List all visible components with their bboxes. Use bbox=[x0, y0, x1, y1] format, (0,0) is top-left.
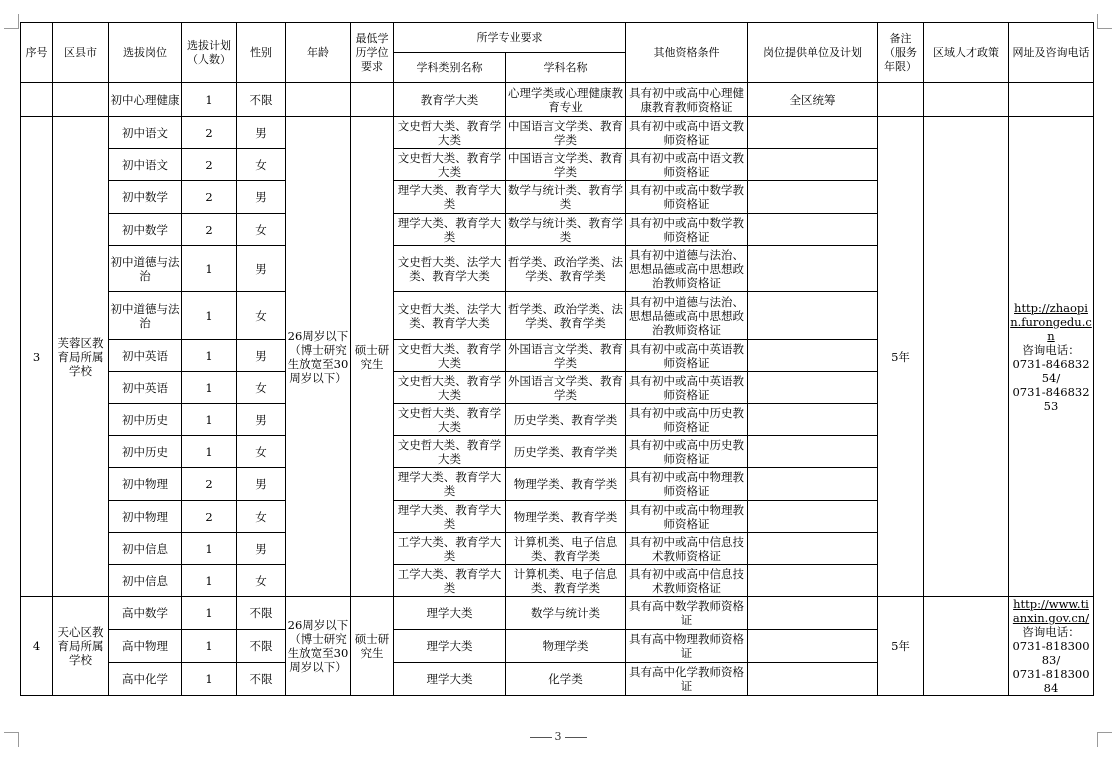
cell-district: 芙蓉区教育局所属学校 bbox=[53, 117, 109, 597]
cell-plan: 1 bbox=[182, 404, 237, 436]
cell-degree bbox=[351, 83, 394, 117]
cell-position: 初中物理 bbox=[109, 468, 182, 501]
cell-other: 具有初中或高中物理教师资格证 bbox=[626, 501, 748, 533]
cell-gender: 男 bbox=[237, 340, 286, 372]
cell-position: 初中数学 bbox=[109, 181, 182, 214]
cell-major: 哲学类、政治学类、法学类、教育学类 bbox=[506, 292, 626, 340]
cell-major: 数学与统计类 bbox=[506, 597, 626, 630]
cell-position: 初中数学 bbox=[109, 214, 182, 246]
cell-gender: 女 bbox=[237, 501, 286, 533]
cell-major: 物理学类、教育学类 bbox=[506, 501, 626, 533]
header-no: 序号 bbox=[21, 23, 53, 83]
cell-major: 计算机类、电子信息类、教育学类 bbox=[506, 533, 626, 565]
cell-note: 5年 bbox=[878, 117, 924, 597]
cell-gender: 不限 bbox=[237, 597, 286, 630]
contact-phone-1: 0731-81830083/ bbox=[1012, 639, 1090, 667]
header-policy: 区域人才政策 bbox=[924, 23, 1009, 83]
cell-category: 理学大类、教育学大类 bbox=[394, 181, 506, 214]
cell-unit bbox=[748, 292, 878, 340]
contact-phone-2: 0731-84683253 bbox=[1012, 384, 1090, 413]
cell-category: 文史哲大类、法学大类、教育学大类 bbox=[394, 246, 506, 292]
cell-unit bbox=[748, 149, 878, 181]
cell-contact bbox=[1009, 117, 1094, 597]
cell-position: 初中信息 bbox=[109, 533, 182, 565]
cell-gender: 男 bbox=[237, 404, 286, 436]
cell-other: 具有初中或高中语文教师资格证 bbox=[626, 149, 748, 181]
header-major-name: 学科名称 bbox=[506, 53, 626, 83]
cell-unit bbox=[748, 214, 878, 246]
cell-gender: 女 bbox=[237, 436, 286, 468]
cell-gender: 男 bbox=[237, 533, 286, 565]
cell-district: 天心区教育局所属学校 bbox=[53, 597, 109, 696]
cell-gender: 女 bbox=[237, 372, 286, 404]
cell-plan: 2 bbox=[182, 214, 237, 246]
group-furong bbox=[21, 117, 1094, 597]
cell-plan: 1 bbox=[182, 83, 237, 117]
cell-other: 具有高中化学教师资格证 bbox=[626, 663, 748, 696]
page-number: 3 bbox=[0, 730, 1116, 743]
cell-other: 具有初中道德与法治、思想品德或高中思想政治教师资格证 bbox=[626, 246, 748, 292]
cell-major: 数学与统计类、教育学类 bbox=[506, 181, 626, 214]
cell-position: 高中物理 bbox=[109, 630, 182, 663]
cell-contact bbox=[1009, 83, 1094, 117]
cell-other: 具有初中或高中数学教师资格证 bbox=[626, 214, 748, 246]
cell-plan: 1 bbox=[182, 630, 237, 663]
cell-other: 具有高中数学教师资格证 bbox=[626, 597, 748, 630]
header-major-category: 学科类别名称 bbox=[394, 53, 506, 83]
cell-other: 具有初中或高中物理教师资格证 bbox=[626, 468, 748, 501]
recruitment-table bbox=[20, 22, 1094, 696]
cell-category: 理学大类、教育学大类 bbox=[394, 214, 506, 246]
cell-category: 文史哲大类、法学大类、教育学大类 bbox=[394, 292, 506, 340]
cell-category: 文史哲大类、教育学大类 bbox=[394, 372, 506, 404]
cell-policy bbox=[924, 597, 1009, 696]
table-row bbox=[21, 117, 1094, 149]
cell-gender: 男 bbox=[237, 117, 286, 149]
cell-position: 初中物理 bbox=[109, 501, 182, 533]
cell-unit bbox=[748, 246, 878, 292]
cell-no: 3 bbox=[21, 117, 53, 597]
cell-unit bbox=[748, 404, 878, 436]
cell-position: 初中语文 bbox=[109, 117, 182, 149]
cell-position: 初中道德与法治 bbox=[109, 246, 182, 292]
cell-other: 具有初中或高中历史教师资格证 bbox=[626, 404, 748, 436]
cell-position: 高中数学 bbox=[109, 597, 182, 630]
cell-major: 中国语言文学类、教育学类 bbox=[506, 149, 626, 181]
cell-category: 理学大类 bbox=[394, 663, 506, 696]
cell-plan: 2 bbox=[182, 501, 237, 533]
cell-gender: 女 bbox=[237, 565, 286, 597]
cell-unit bbox=[748, 630, 878, 663]
cell-district bbox=[53, 83, 109, 117]
cell-plan: 1 bbox=[182, 246, 237, 292]
cell-unit: 全区统筹 bbox=[748, 83, 878, 117]
cell-other: 具有初中或高中信息技术教师资格证 bbox=[626, 533, 748, 565]
cell-unit bbox=[748, 181, 878, 214]
cell-position: 初中道德与法治 bbox=[109, 292, 182, 340]
cell-unit bbox=[748, 117, 878, 149]
cell-position: 初中历史 bbox=[109, 404, 182, 436]
cell-position: 初中英语 bbox=[109, 372, 182, 404]
cell-position: 初中英语 bbox=[109, 340, 182, 372]
cell-other: 具有初中或高中历史教师资格证 bbox=[626, 436, 748, 468]
cell-major: 外国语言文学类、教育学类 bbox=[506, 340, 626, 372]
cell-major: 历史学类、教育学类 bbox=[506, 436, 626, 468]
cell-gender: 女 bbox=[237, 149, 286, 181]
cell-unit bbox=[748, 340, 878, 372]
cell-degree: 硕士研究生 bbox=[351, 117, 394, 597]
cell-plan: 2 bbox=[182, 149, 237, 181]
cell-gender: 不限 bbox=[237, 663, 286, 696]
cell-gender: 男 bbox=[237, 468, 286, 501]
cell-unit bbox=[748, 436, 878, 468]
cell-other: 具有初中或高中信息技术教师资格证 bbox=[626, 565, 748, 597]
cell-plan: 1 bbox=[182, 663, 237, 696]
cell-category: 教育学大类 bbox=[394, 83, 506, 117]
cell-category: 理学大类 bbox=[394, 597, 506, 630]
cell-major: 计算机类、电子信息类、教育学类 bbox=[506, 565, 626, 597]
cell-other: 具有初中或高中英语教师资格证 bbox=[626, 372, 748, 404]
cell-plan: 2 bbox=[182, 117, 237, 149]
cell-note: 5年 bbox=[878, 597, 924, 696]
cell-plan: 2 bbox=[182, 181, 237, 214]
cell-plan: 2 bbox=[182, 468, 237, 501]
cell-age: 26周岁以下（博士研究生放宽至30周岁以下） bbox=[286, 597, 351, 696]
cell-gender: 女 bbox=[237, 214, 286, 246]
header-age: 年龄 bbox=[286, 23, 351, 83]
cell-unit bbox=[748, 468, 878, 501]
header-contact: 网址及咨询电话 bbox=[1009, 23, 1094, 83]
cell-other: 具有初中或高中数学教师资格证 bbox=[626, 181, 748, 214]
cell-category: 理学大类、教育学大类 bbox=[394, 468, 506, 501]
contact-phone-label: 咨询电话： bbox=[1022, 625, 1080, 639]
contact-url[interactable]: http://www.tianxin.gov.cn/ bbox=[1012, 597, 1090, 625]
group-tianxin bbox=[21, 597, 1094, 696]
cell-category: 理学大类、教育学大类 bbox=[394, 501, 506, 533]
cell-other: 具有初中或高中英语教师资格证 bbox=[626, 340, 748, 372]
cell-policy bbox=[924, 83, 1009, 117]
cell-major: 数学与统计类、教育学类 bbox=[506, 214, 626, 246]
cell-major: 物理学类 bbox=[506, 630, 626, 663]
cell-unit bbox=[748, 533, 878, 565]
cell-plan: 1 bbox=[182, 292, 237, 340]
cell-gender: 不限 bbox=[237, 83, 286, 117]
cell-category: 文史哲大类、教育学大类 bbox=[394, 340, 506, 372]
cell-gender: 男 bbox=[237, 181, 286, 214]
cell-category: 文史哲大类、教育学大类 bbox=[394, 404, 506, 436]
cell-age bbox=[286, 83, 351, 117]
cell-category: 工学大类、教育学大类 bbox=[394, 533, 506, 565]
cell-unit bbox=[748, 663, 878, 696]
cell-note bbox=[878, 83, 924, 117]
contact-phone-1: 0731-84683254/ bbox=[1012, 356, 1090, 385]
table-row bbox=[21, 83, 1094, 117]
cell-position: 初中心理健康 bbox=[109, 83, 182, 117]
header-position: 选拔岗位 bbox=[109, 23, 182, 83]
cell-major: 外国语言文学类、教育学类 bbox=[506, 372, 626, 404]
header-other: 其他资格条件 bbox=[626, 23, 748, 83]
cell-gender: 女 bbox=[237, 292, 286, 340]
cell-degree: 硕士研究生 bbox=[351, 597, 394, 696]
cell-plan: 1 bbox=[182, 340, 237, 372]
cell-unit bbox=[748, 372, 878, 404]
cell-position: 初中信息 bbox=[109, 565, 182, 597]
cell-other: 具有初中或高中心理健康教育教师资格证 bbox=[626, 83, 748, 117]
contact-phone-label: 咨询电话： bbox=[1022, 342, 1080, 357]
contact-phone-2: 0731-81830084 bbox=[1012, 667, 1090, 695]
cell-category: 文史哲大类、教育学大类 bbox=[394, 149, 506, 181]
cell-major: 中国语言文学类、教育学类 bbox=[506, 117, 626, 149]
cell-plan: 1 bbox=[182, 597, 237, 630]
cell-unit bbox=[748, 501, 878, 533]
cell-position: 初中历史 bbox=[109, 436, 182, 468]
cell-plan: 1 bbox=[182, 533, 237, 565]
contact-url[interactable]: http://zhaopin.furongedu.cn bbox=[1010, 300, 1092, 343]
cell-other: 具有初中或高中语文教师资格证 bbox=[626, 117, 748, 149]
table-row bbox=[21, 597, 1094, 630]
cell-position: 高中化学 bbox=[109, 663, 182, 696]
cell-plan: 1 bbox=[182, 372, 237, 404]
header-district: 区县市 bbox=[53, 23, 109, 83]
cell-unit bbox=[748, 597, 878, 630]
cell-major: 物理学类、教育学类 bbox=[506, 468, 626, 501]
cell-plan: 1 bbox=[182, 436, 237, 468]
header-plan: 选拔计划（人数） bbox=[182, 23, 237, 83]
crop-mark-top-right bbox=[1097, 14, 1112, 29]
header-unit: 岗位提供单位及计划 bbox=[748, 23, 878, 83]
header-major-group: 所学专业要求 bbox=[394, 23, 626, 53]
cell-category: 文史哲大类、教育学大类 bbox=[394, 436, 506, 468]
cell-category: 工学大类、教育学大类 bbox=[394, 565, 506, 597]
cell-major: 心理学类或心理健康教育专业 bbox=[506, 83, 626, 117]
cell-age: 26周岁以下（博士研究生放宽至30周岁以下） bbox=[286, 117, 351, 597]
header-degree: 最低学历学位要求 bbox=[351, 23, 394, 83]
cell-no bbox=[21, 83, 53, 117]
header-gender: 性别 bbox=[237, 23, 286, 83]
cell-no: 4 bbox=[21, 597, 53, 696]
cell-position: 初中语文 bbox=[109, 149, 182, 181]
cell-unit bbox=[748, 565, 878, 597]
cell-major: 历史学类、教育学类 bbox=[506, 404, 626, 436]
cell-plan: 1 bbox=[182, 565, 237, 597]
cell-other: 具有初中道德与法治、思想品德或高中思想政治教师资格证 bbox=[626, 292, 748, 340]
cell-category: 文史哲大类、教育学大类 bbox=[394, 117, 506, 149]
cell-major: 哲学类、政治学类、法学类、教育学类 bbox=[506, 246, 626, 292]
cell-gender: 不限 bbox=[237, 630, 286, 663]
cell-major: 化学类 bbox=[506, 663, 626, 696]
cell-policy bbox=[924, 117, 1009, 597]
header-note: 备注（服务年限） bbox=[878, 23, 924, 83]
cell-contact bbox=[1009, 597, 1094, 696]
cell-gender: 男 bbox=[237, 246, 286, 292]
crop-mark-top-left bbox=[4, 14, 19, 29]
cell-category: 理学大类 bbox=[394, 630, 506, 663]
cell-other: 具有高中物理教师资格证 bbox=[626, 630, 748, 663]
